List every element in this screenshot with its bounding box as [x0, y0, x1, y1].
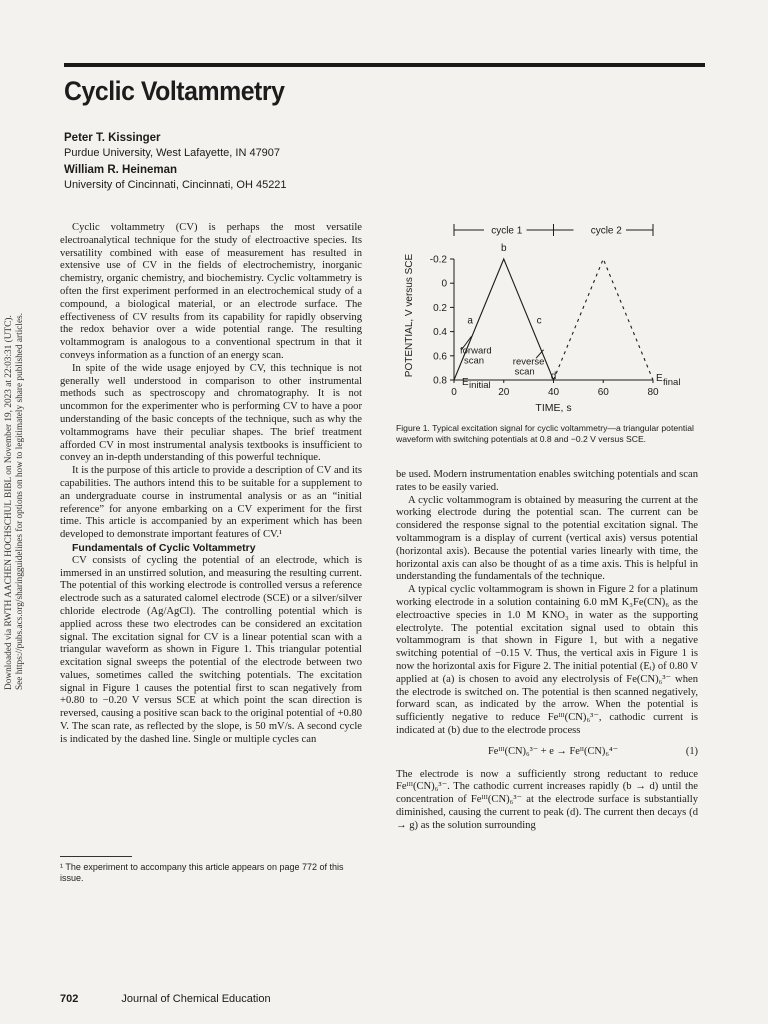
paragraph: A cyclic voltammogram is obtained by measuring the current at the working electrode during the potential scan. The current can be considered the response signal to the potential excitation signal. The voltammogram is a display of current (vertical axis) versus potential (horizontal axis). Because the potential varies linearly with time, the horizontal axis can also be thought of as a time axis. This is helpful in understanding the fundamentals of the technique.: [396, 494, 698, 583]
download-notice-line: See https://pubs.acs.org/sharingguidelines for options on how to legitimately share published articles.: [15, 312, 25, 690]
y-tick-label: 0.4: [433, 327, 447, 339]
y-tick-label: 0.6: [433, 351, 447, 363]
page-number: 702: [60, 993, 79, 1005]
y-tick-label: 0.8: [433, 375, 447, 387]
author-affiliation: University of Cincinnati, Cincinnati, OH 45221: [64, 179, 287, 191]
annotation-reverse-scan: scan: [514, 366, 535, 378]
annotation-c: c: [536, 315, 542, 327]
x-tick-label: 80: [647, 387, 659, 398]
paragraph: In spite of the wide usage enjoyed by CV, this technique is not generally well understood in comparison to other instrumental methods such as spectroscopy and chromatography. It is not uncommon for the experimenter who is performing CV to have a poor understanding of the basic concepts of the technique, such as why the voltammograms have their peculiar shapes. The brief treatment afforded CV in most instrumental analysis textbooks is insufficient to convey an in-depth understanding of this powerful technique.: [60, 362, 362, 464]
paragraph: Cyclic voltammetry (CV) is perhaps the most versatile electroanalytical technique for the study of electroactive species. Its versatility combined with ease of measurement has resulted in extensive use of CV in the fields of electrochemistry, inorganic chemistry, organic chemistry, and biochemistry. Cyclic voltammetry is often the first experiment performed in an electrochemical study of a compound, a biological material, or an electrode surface. The effectiveness of CV results from its capability for rapidly observing the redox behavior over a wide potential range. The resulting voltammogram is analogous to a conventional spectrum in that it conveys information as a function of an energy scan.: [60, 222, 362, 361]
x-tick-label: 0: [451, 387, 457, 398]
annotation-reverse-scan: reverse: [512, 356, 545, 368]
journal-name: Journal of Chemical Education: [121, 993, 271, 1005]
annotation-e-final-sub: final: [663, 377, 681, 388]
footnote-rule: [60, 856, 132, 857]
paragraph: A typical cyclic voltammogram is shown in Figure 2 for a platinum working electrode in a solution containing 6.0 mM K₃Fe(CN)₆ as the electroactive species in 1.0 M KNO₃ in water as the supporting electrolyte. The potential excitation signal used to obtain this voltammogram is that shown in Figure 1, but with a negative switching potential of −0.15 V. Thus, the vertical axis in Figure 1 is now the horizontal axis for Figure 2. The initial potential (Eᵢ) of 0.80 V applied at (a) is chosen to avoid any electrolysis of Fe(CN)₆³⁻ when the electrode is switched on. The potential is then scanned negatively, forward scan, as indicated by the arrow. When the potential is sufficiently negative to reduce Feᴵᴵᴵ(CN)₆³⁻, cathodic current is indicated at (b) due to the electrode process: [396, 584, 698, 736]
paragraph: be used. Modern instrumentation enables switching potentials and scan rates to be easily varied.: [396, 469, 698, 493]
annotation-forward-scan: forward: [460, 345, 492, 357]
equation-number: (1): [685, 745, 698, 757]
x-tick-label: 60: [597, 387, 609, 398]
equation-text: Feᴵᴵᴵ(CN)₆³⁻ + e → Feᴵᴵ(CN)₆⁴⁻: [488, 745, 619, 757]
author-name: Peter T. Kissinger: [64, 132, 161, 144]
series-line-cycle-2: [554, 259, 654, 380]
excitation-signal-chart: [396, 212, 701, 422]
y-tick-label: -0.2: [429, 254, 447, 266]
paragraph: The electrode is now a sufficiently strong reductant to reduce Feᴵᴵᴵ(CN)₆³⁻. The cathodic current increases rapidly (b → d) until the concentration of Feᴵᴵᴵ(CN)₆³⁻ at the electrode surface is substantially diminished, causing the current to peak (d). The current then decays (d → g) as the solution surrounding: [396, 768, 698, 831]
left-column: [60, 222, 362, 747]
annotation-a: a: [467, 315, 473, 327]
annotation-e-initial-sub: initial: [469, 380, 491, 391]
paragraph: It is the purpose of this article to provide a description of CV and its capabilities. The authors intend this to be suitable for a supplement to an undergraduate course in instrumental analysis or as an “initial reference” for anyone embarking on a CV experiment for the first time. This article is accompanied by an experiment which has been developed to demonstrate important features of CV.¹: [60, 465, 362, 541]
x-tick-label: 40: [547, 387, 560, 398]
annotation-forward-scan: scan: [464, 355, 485, 367]
figure-1: [396, 212, 701, 448]
top-rule: [64, 63, 705, 67]
author-name: William R. Heineman: [64, 164, 178, 176]
article-title: Cyclic Voltammetry: [64, 76, 285, 106]
download-notice-line: Downloaded via RWTH AACHEN HOCHSCHUL BIBL on November 19, 2023 at 22:03:31 (UTC).: [4, 315, 14, 690]
annotation-b: b: [500, 243, 507, 254]
paragraph: CV consists of cycling the potential of an electrode, which is immersed in an unstirred solution, and measuring the resulting current. The potential of this working electrode is controlled versus a reference electrode such as a saturated calomel electrode (SCE) or a silver/silver chloride electrode (Ag/AgCl). The controlling potential which is applied across these two electrodes can be considered an excitation signal. The excitation signal for CV is a linear potential scan with a triangular waveform as shown in Figure 1. This triangular potential excitation signal sweeps the potential of the electrode between two values, sometimes called the switching potentials. The excitation signal in Figure 1 causes the potential first to scan negatively from +0.80 to −0.20 V versus SCE at which point the scan direction is reversed, causing a positive scan back to the original potential of +0.80 V. The scan rate, as reflected by the slope, is 50 mV/s. A second cycle is indicated by the dashed line. Single or multiple cycles can: [60, 554, 362, 745]
y-axis-label: POTENTIAL, V versus SCE: [404, 253, 415, 378]
y-tick-label: 0.2: [433, 302, 447, 314]
download-notice: [4, 250, 26, 690]
annotation-e-initial: E: [462, 377, 469, 388]
annotation-d: d: [550, 371, 557, 382]
figure-caption: Figure 1. Typical excitation signal for cyclic voltammetry—a triangular potential waveform with switching potentials at 0.8 and −0.2 V versus SCE.: [396, 423, 694, 444]
footnote: ¹ The experiment to accompany this article appears on page 772 of this issue.: [60, 862, 344, 883]
page-footer: [60, 993, 271, 1005]
author-affiliation: Purdue University, West Lafayette, IN 47907: [64, 147, 281, 159]
cycle-label: cycle 2: [590, 225, 622, 237]
section-heading: Fundamentals of Cyclic Voltammetry: [72, 541, 256, 554]
annotation-e-final: E: [656, 373, 663, 384]
right-column: [396, 469, 698, 833]
y-tick-label: 0: [441, 278, 447, 290]
cycle-label: cycle 1: [491, 225, 523, 237]
author-block: [64, 131, 287, 195]
equation-1: [396, 746, 698, 759]
x-tick-label: 20: [498, 387, 510, 398]
x-axis-label: TIME, s: [535, 402, 572, 414]
